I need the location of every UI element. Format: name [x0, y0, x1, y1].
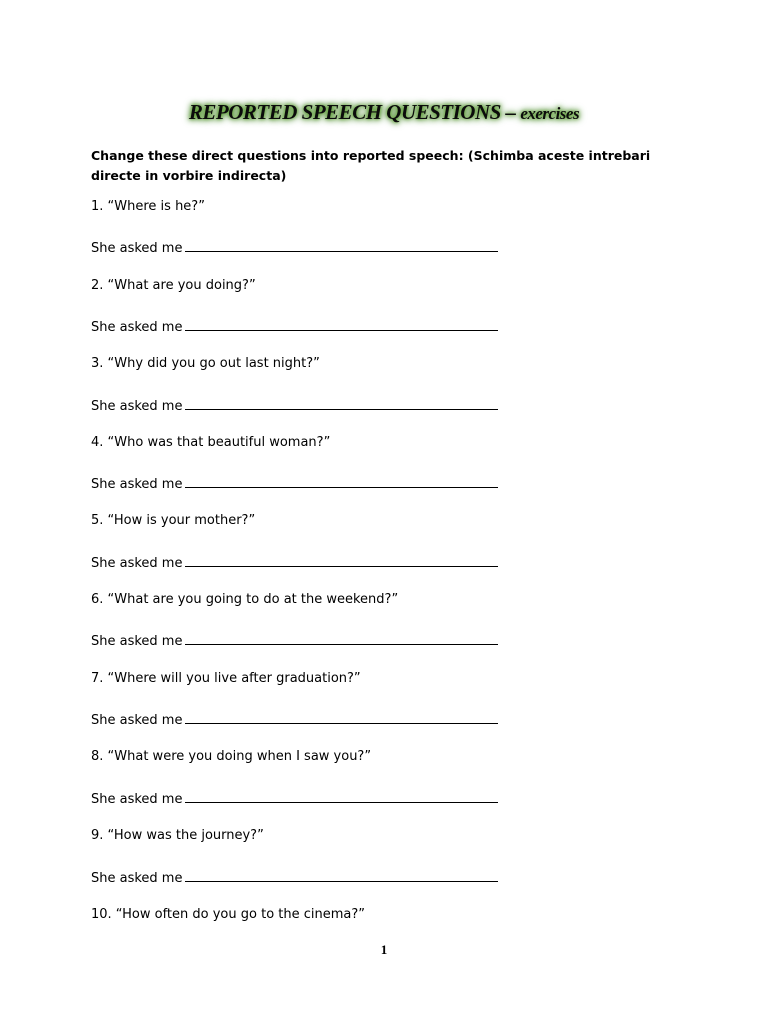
instructions: Change these direct questions into reported speech: (Schimba aceste intrebari directe in vorbire indirecta)	[91, 148, 651, 183]
question-10: 10. “How often do you go to the cinema?”	[91, 907, 366, 922]
question-4: 4. “Who was that beautiful woman?”	[91, 435, 331, 450]
title-sub: exercises	[520, 104, 580, 123]
answer-blank[interactable]	[185, 867, 498, 882]
answer-line-2[interactable]	[91, 316, 498, 337]
title-main: REPORTED SPEECH QUESTIONS –	[188, 100, 521, 124]
answer-prefix: She asked me	[91, 871, 183, 886]
worksheet-title	[0, 100, 768, 125]
answer-prefix: She asked me	[91, 399, 183, 414]
answer-prefix: She asked me	[91, 556, 183, 571]
answer-blank[interactable]	[185, 237, 498, 252]
question-7: 7. “Where will you live after graduation?”	[91, 671, 361, 686]
answer-blank[interactable]	[185, 709, 498, 724]
answer-prefix: She asked me	[91, 792, 183, 807]
answer-line-9[interactable]	[91, 867, 498, 888]
answer-line-5[interactable]	[91, 552, 498, 573]
question-6: 6. “What are you going to do at the weekend?”	[91, 592, 399, 607]
answer-line-1[interactable]	[91, 237, 498, 258]
answer-prefix: She asked me	[91, 713, 183, 728]
answer-line-4[interactable]	[91, 473, 498, 494]
answer-blank[interactable]	[185, 395, 498, 410]
answer-blank[interactable]	[185, 473, 498, 488]
answer-line-3[interactable]	[91, 395, 498, 416]
question-5: 5. “How is your mother?”	[91, 513, 256, 528]
answer-line-7[interactable]	[91, 709, 498, 730]
answer-blank[interactable]	[185, 788, 498, 803]
answer-prefix: She asked me	[91, 477, 183, 492]
answer-blank[interactable]	[185, 552, 498, 567]
question-8: 8. “What were you doing when I saw you?”	[91, 749, 372, 764]
answer-prefix: She asked me	[91, 320, 183, 335]
question-3: 3. “Why did you go out last night?”	[91, 356, 320, 371]
answer-line-8[interactable]	[91, 788, 498, 809]
question-2: 2. “What are you doing?”	[91, 278, 256, 293]
page-number: 1	[380, 942, 388, 957]
answer-blank[interactable]	[185, 630, 498, 645]
answer-line-6[interactable]	[91, 630, 498, 651]
answer-prefix: She asked me	[91, 634, 183, 649]
answer-prefix: She asked me	[91, 241, 183, 256]
question-9: 9. “How was the journey?”	[91, 828, 264, 843]
answer-blank[interactable]	[185, 316, 498, 331]
question-1: 1. “Where is he?”	[91, 199, 205, 214]
